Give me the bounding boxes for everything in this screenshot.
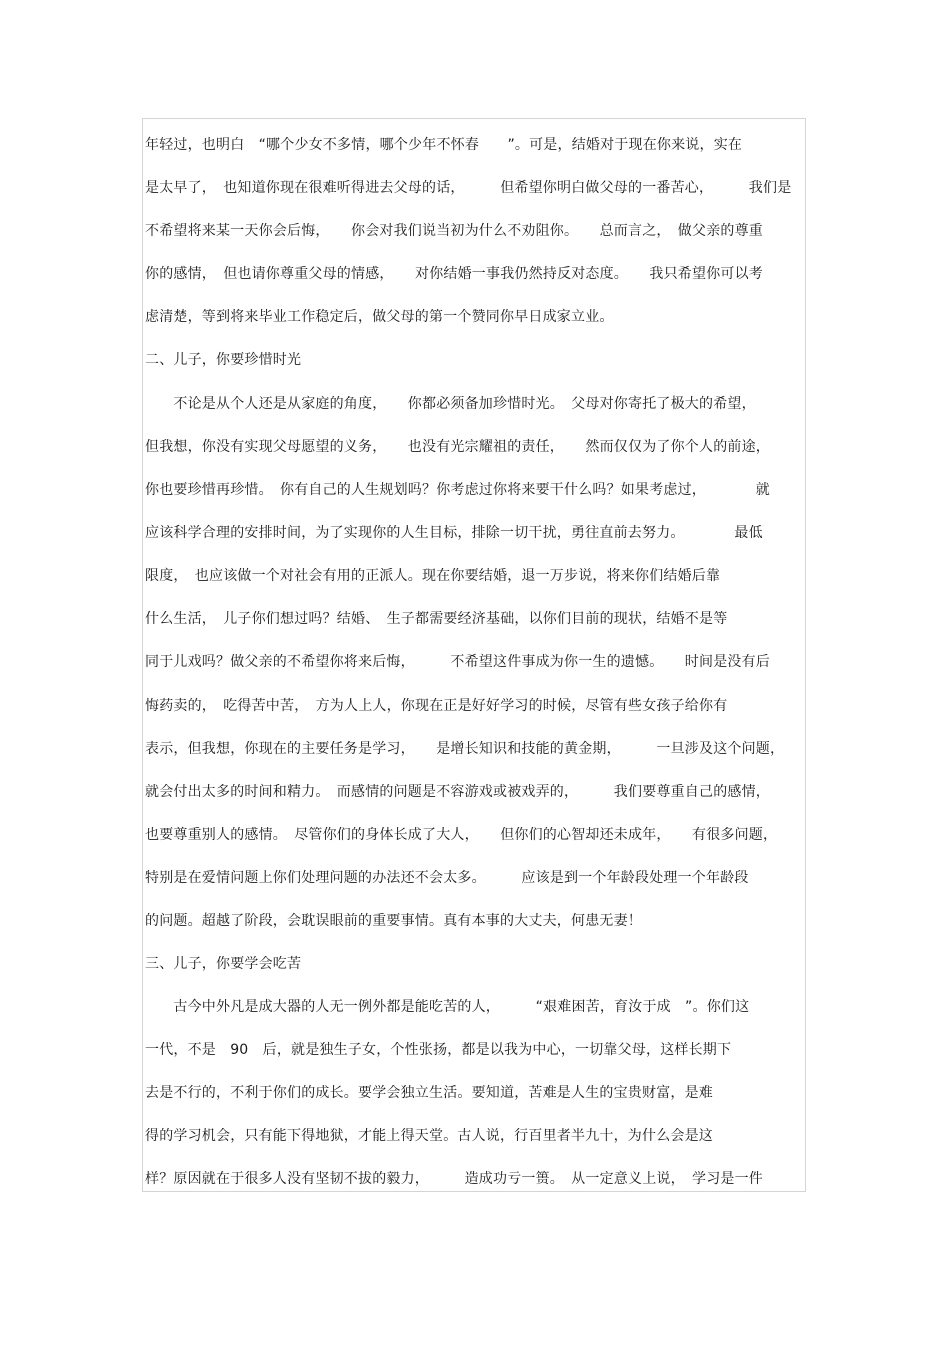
text-line: 限度， 也应该做一个对社会有用的正派人。现在你要结婚，退一万步说，将来你们结婚后靠 <box>145 568 721 584</box>
document-page <box>142 118 806 1192</box>
text-line: 得的学习机会，只有能下得地狱，才能上得天堂。古人说，行百里者半九十，为什么会是这 <box>145 1128 713 1144</box>
text-line: 应该科学合理的安排时间，为了实现你的人生目标，排除一切干扰，勇往直前去努力。 最低 <box>145 525 763 541</box>
text-line: 是太早了， 也知道你现在很难听得进去父母的话， 但希望你明白做父母的一番苦心， 我们是 <box>145 180 792 196</box>
text-line: 你的感情， 但也请你尊重父母的情感， 对你结婚一事我仍然持反对态度。 我只希望你可以考 <box>145 266 763 282</box>
text-line: 什么生活， 儿子你们想过吗？结婚、 生子都需要经济基础，以你们目前的现状，结婚不是等 <box>145 611 728 627</box>
text-line: 就会付出太多的时间和精力。 而感情的问题是不容游戏或被戏弄的， 我们要尊重自己的感情， <box>145 784 770 800</box>
text-line: 特别是在爱情问题上你们处理问题的办法还不会太多。 应该是到一个年龄段处理一个年龄段 <box>145 870 749 886</box>
text-line: 不希望将来某一天你会后悔， 你会对我们说当初为什么不劝阻你。 总而言之， 做父亲的尊重 <box>145 223 763 239</box>
text-line: 去是不行的，不利于你们的成长。要学会独立生活。要知道，苦难是人生的宝贵财富，是难 <box>145 1085 713 1101</box>
text-line: 三、儿子，你要学会吃苦 <box>145 956 302 972</box>
text-line: 但我想，你没有实现父母愿望的义务， 也没有光宗耀祖的责任， 然而仅仅为了你个人的前途， <box>145 439 770 455</box>
text-line: 也要尊重别人的感情。 尽管你们的身体长成了大人， 但你们的心智却还未成年， 有很多问题， <box>145 827 778 843</box>
text-line: 同于儿戏吗？做父亲的不希望你将来后悔， 不希望这件事成为你一生的遗憾。 时间是没有后 <box>145 654 770 670</box>
text-line: 样？原因就在于很多人没有坚韧不拔的毅力， 造成功亏一篑。 从一定意义上说， 学习是一件 <box>145 1171 763 1187</box>
text-line: 你也要珍惜再珍惜。 你有自己的人生规划吗？你考虑过你将来要干什么吗？如果考虑过， 就 <box>145 482 770 498</box>
text-line: 虑清楚，等到将来毕业工作稳定后，做父母的第一个赞同你早日成家立业。 <box>145 309 614 325</box>
text-line: 悔药卖的， 吃得苦中苦， 方为人上人，你现在正是好好学习的时候，尽管有些女孩子给你有 <box>145 698 728 714</box>
text-line: 表示，但我想，你现在的主要任务是学习， 是增长知识和技能的黄金期， 一旦涉及这个问题， <box>145 741 785 757</box>
text-line: 的问题。超越了阶段，会耽误眼前的重要事情。真有本事的大丈夫，何患无妻！ <box>145 913 642 929</box>
text-line: 年轻过，也明白 “哪个少女不多情，哪个少年不怀春 ”。可是，结婚对于现在你来说，实在 <box>145 137 743 153</box>
text-line: 不论是从个人还是从家庭的角度， 你都必须备加珍惜时光。 父母对你寄托了极大的希望， <box>145 396 756 412</box>
text-line: 一代，不是 90 后，就是独生子女，个性张扬，都是以我为中心，一切靠父母，这样长期下 <box>145 1042 732 1058</box>
text-line: 古今中外凡是成大器的人无一例外都是能吃苦的人， “艰难困苦，育汝于成 ”。你们这 <box>145 999 750 1015</box>
text-line: 二、儿子，你要珍惜时光 <box>145 352 302 368</box>
